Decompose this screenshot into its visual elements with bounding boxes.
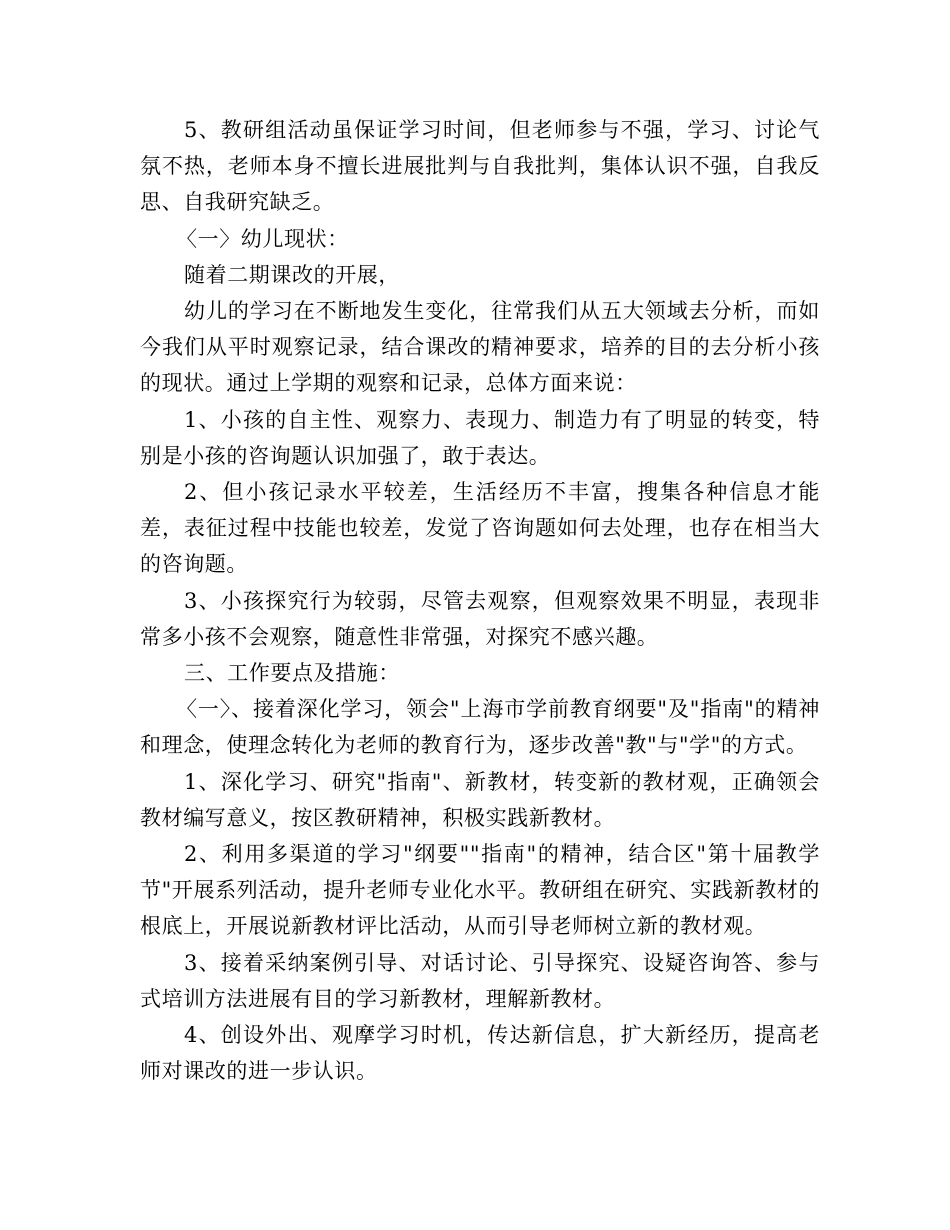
paragraph-teaching-group-activity: 5、教研组活动虽保证学习时间，但老师参与不强，学习、讨论气氛不热，老师本身不擅长进展批判与自我批判，集体认识不强，自我反思、自我研究缺乏。 bbox=[140, 118, 820, 215]
document-body bbox=[140, 112, 820, 1089]
paragraph-item-2-recording: 2、但小孩记录水平较差，生活经历不丰富，搜集各种信息才能差，表征过程中技能也较差，发觉了咨询题如何去处理，也存在相当大的咨询题。 bbox=[140, 480, 820, 577]
paragraph-measure-4: 4、创设外出、观摩学习时机，传达新信息，扩大新经历，提高老师对课改的进一步认识。 bbox=[140, 1023, 820, 1084]
paragraph-heading-work-points: 三、工作要点及措施： bbox=[184, 661, 400, 686]
paragraph-item-3-exploration: 3、小孩探究行为较弱，尽管去观察，但观察效果不明显，表现非常多小孩不会观察，随意性非常强，对探究不感兴趣。 bbox=[140, 588, 820, 649]
paragraph-child-learning-analysis: 幼儿的学习在不断地发生变化，往常我们从五大领域去分析，而如今我们从平时观察记录，结合课改的精神要求，培养的目的去分析小孩的现状。通过上学期的观察和记录，总体方面来说： bbox=[140, 299, 820, 396]
paragraph-curriculum-reform: 随着二期课改的开展， bbox=[184, 262, 400, 287]
paragraph-measure-3: 3、接着采纳案例引导、对话讨论、引导探究、设疑咨询答、参与式培训方法进展有目的学习新教材，理解新教材。 bbox=[140, 950, 820, 1011]
paragraph-deepen-learning: 〈一〉、接着深化学习，领会"上海市学前教育纲要"及"指南"的精神和理念，使理念转化为老师的教育行为，逐步改善"教"与"学"的方式。 bbox=[140, 697, 820, 758]
paragraph-measure-1: 1、深化学习、研究"指南"、新教材，转变新的教材观，正确领会教材编写意义，按区教研精神，积极实践新教材。 bbox=[140, 769, 820, 830]
paragraph-measure-2: 2、利用多渠道的学习"纲要""指南"的精神，结合区"第十届教学节"开展系列活动，提升老师专业化水平。教研组在研究、实践新教材的根底上，开展说新教材评比活动，从而引导老师树立新的教材观。 bbox=[140, 842, 820, 939]
paragraph-heading-child-status: 〈一〉幼儿现状： bbox=[176, 226, 349, 251]
paragraph-item-1-autonomy: 1、小孩的自主性、观察力、表现力、制造力有了明显的转变，特别是小孩的咨询题认识加强了，敢于表达。 bbox=[140, 407, 820, 468]
